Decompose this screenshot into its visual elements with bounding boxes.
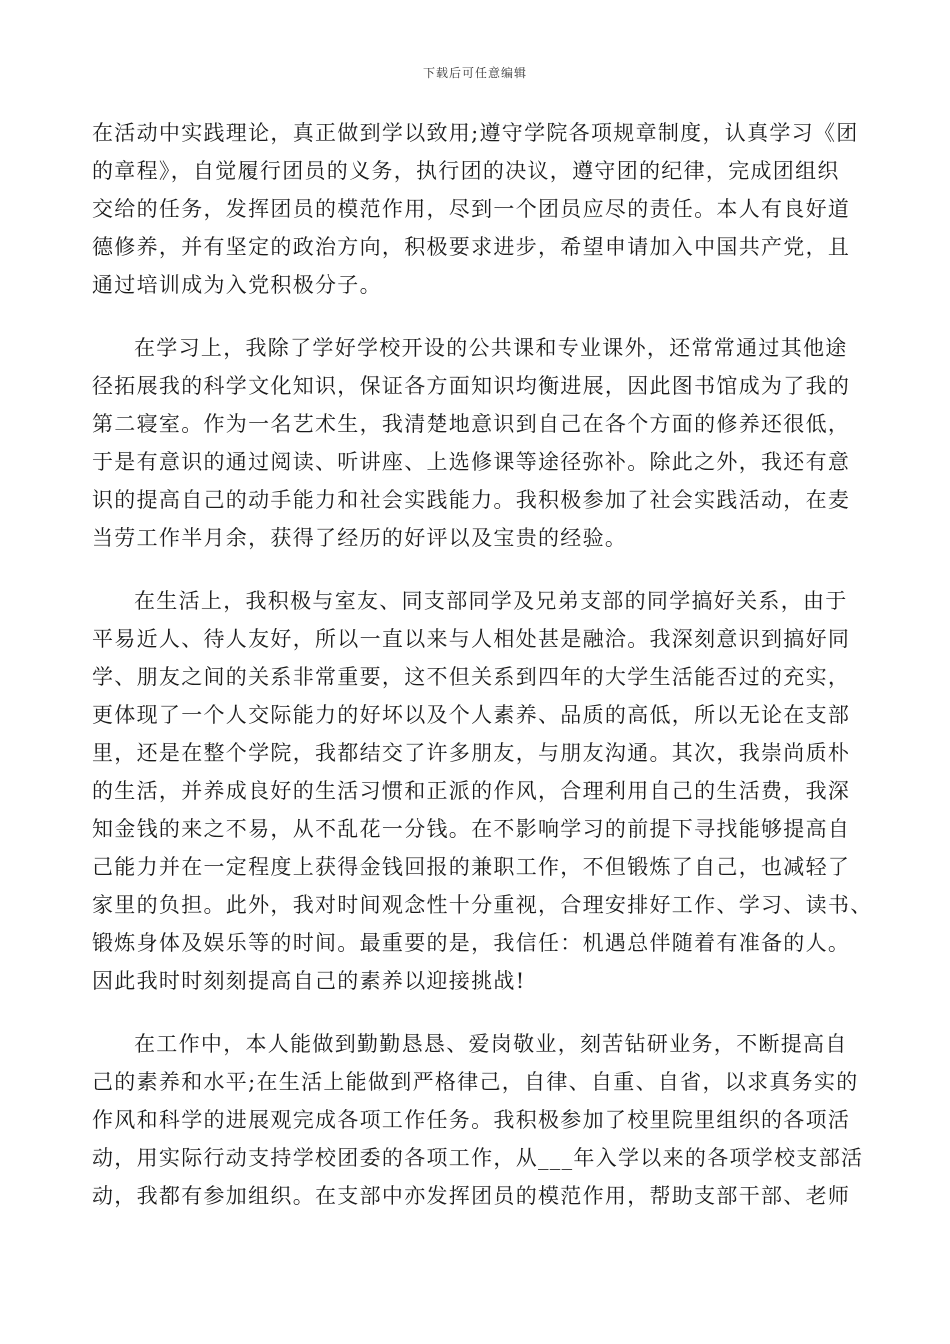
- text-line: 锻炼身体及娱乐等的时间。最重要的是，我信任：机遇总伴随着有准备的人。: [92, 931, 851, 955]
- text-line: 的生活，并养成良好的生活习惯和正派的作风，合理利用自己的生活费，我深: [92, 779, 851, 803]
- text-line: 里，还是在整个学院，我都结交了许多朋友，与朋友沟通。其次，我崇尚质朴: [92, 741, 851, 765]
- text-line: 因此我时时刻刻提高自己的素养以迎接挑战!: [92, 969, 526, 993]
- paragraph-2: [92, 329, 858, 557]
- paragraph-3: [92, 582, 873, 1000]
- text-line: 己的素养和水平;在生活上能做到严格律己，自律、自重、自省，以求真务实的: [92, 1070, 859, 1094]
- text-line: 德修养，并有坚定的政治方向，积极要求进步，希望申请加入中国共产党，且: [92, 235, 851, 259]
- text-line: 作风和科学的进展观完成各项工作任务。我积极参加了校里院里组织的各项活: [92, 1108, 851, 1132]
- text-line: 的章程》，自觉履行团员的义务，执行团的决议，遵守团的纪律，完成团组织: [92, 159, 840, 183]
- text-line: 动，用实际行动支持学校团委的各项工作，从___年入学以来的各项学校支部活: [92, 1146, 864, 1170]
- text-line: 学、朋友之间的关系非常重要，这不但关系到四年的大学生活能否过的充实，: [92, 665, 851, 689]
- text-line: 在活动中实践理论，真正做到学以致用;遵守学院各项规章制度，认真学习《团: [92, 121, 859, 145]
- text-line: 通过培训成为入党积极分子。: [92, 273, 382, 297]
- paragraph-1: [92, 114, 858, 304]
- text-line: 第二寝室。作为一名艺术生，我清楚地意识到自己在各个方面的修养还很低，: [92, 412, 851, 436]
- text-line: 当劳工作半月余，获得了经历的好评以及宝贵的经验。: [92, 526, 628, 550]
- text-line: 知金钱的来之不易，从不乱花一分钱。在不影响学习的前提下寻找能够提高自: [92, 817, 851, 841]
- page-header-note: 下载后可任意编辑: [422, 66, 527, 80]
- text-line: 识的提高自己的动手能力和社会实践能力。我积极参加了社会实践活动，在麦: [92, 488, 851, 512]
- text-line: 在生活上，我积极与室友、同支部同学及兄弟支部的同学搞好关系，由于: [134, 589, 848, 613]
- text-line: 己能力并在一定程度上获得金钱回报的兼职工作，不但锻炼了自己，也减轻了: [92, 855, 851, 879]
- text-line: 在学习上，我除了学好学校开设的公共课和专业课外，还常常通过其他途: [134, 336, 848, 360]
- text-line: 径拓展我的科学文化知识，保证各方面知识均衡进展，因此图书馆成为了我的: [92, 374, 851, 398]
- text-line: 平易近人、待人友好，所以一直以来与人相处甚是融洽。我深刻意识到搞好同: [92, 627, 851, 651]
- text-line: 于是有意识的通过阅读、听讲座、上选修课等途径弥补。除此之外，我还有意: [92, 450, 851, 474]
- text-line: 交给的任务，发挥团员的模范作用，尽到一个团员应尽的责任。本人有良好道: [92, 197, 851, 221]
- paragraph-4: [92, 1025, 864, 1215]
- text-line: 动，我都有参加组织。在支部中亦发挥团员的模范作用，帮助支部干部、老师: [92, 1184, 851, 1208]
- text-line: 更体现了一个人交际能力的好坏以及个人素养、品质的高低，所以无论在支部: [92, 703, 851, 727]
- text-line: 家里的负担。此外，我对时间观念性十分重视，合理安排好工作、学习、读书、: [92, 893, 873, 917]
- text-line: 在工作中，本人能做到勤勤恳恳、爱岗敬业，刻苦钻研业务，不断提高自: [134, 1032, 848, 1056]
- document-body: [92, 114, 873, 1240]
